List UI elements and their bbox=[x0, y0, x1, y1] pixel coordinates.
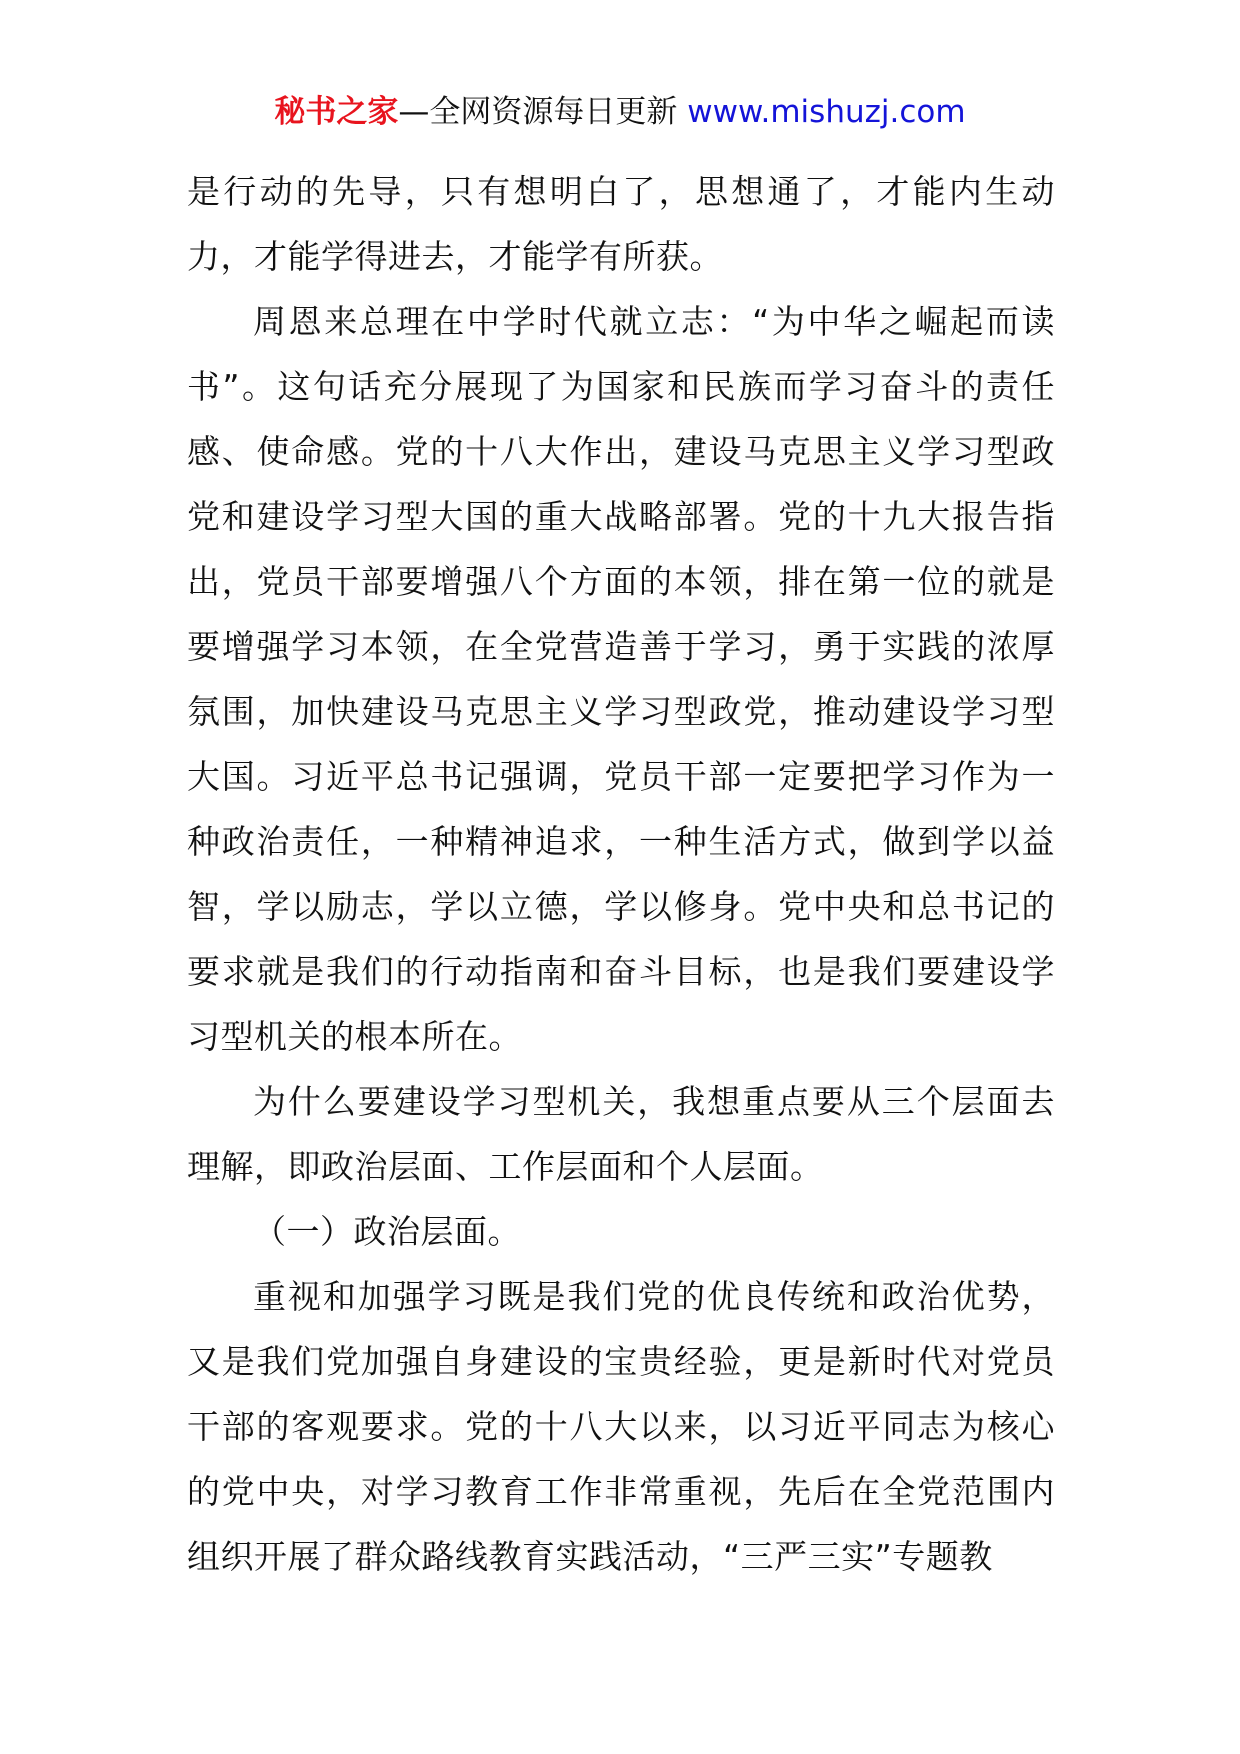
paragraph: 重视和加强学习既是我们党的优良传统和政治优势，又是我们党加强自身建设的宝贵经验，更是新时代对党员干部的客观要求。党的十八大以来，以习近平同志为核心的党中央，对学习教育工作非常重视，先后在全党范围内组织开展了群众路线教育实践活动，“三严三实”专题教 bbox=[187, 1277, 1055, 1576]
header-tagline: —全网资源每日更新 bbox=[398, 94, 678, 130]
paragraph: 为什么要建设学习型机关，我想重点要从三个层面去理解，即政治层面、工作层面和个人层面。 bbox=[187, 1082, 1055, 1186]
paragraph: 周恩来总理在中学时代就立志：“为中华之崛起而读书”。这句话充分展现了为国家和民族而学习奋斗的责任感、使命感。党的十八大作出，建设马克思主义学习型政党和建设学习型大国的重大战略部署。党的十九大报告指出，党员干部要增强八个方面的本领，排在第一位的就是要增强学习本领，在全党营造善于学习，勇于实践的浓厚氛围，加快建设马克思主义学习型政党，推动建设学习型大国。习近平总书记强调，党员干部一定要把学习作为一种政治责任，一种精神追求，一种生活方式，做到学以益智，学以励志，学以立德，学以修身。党中央和总书记的要求就是我们的行动指南和奋斗目标，也是我们要建设学习型机关的根本所在。 bbox=[187, 302, 1055, 1056]
site-header bbox=[0, 92, 1240, 132]
site-url-link[interactable]: www.mishuzj.com bbox=[687, 94, 966, 130]
paragraph-continuation: 是行动的先导，只有想明白了，思想通了，才能内生动力，才能学得进去，才能学有所获。 bbox=[187, 172, 1055, 276]
brand-name: 秘书之家 bbox=[274, 94, 399, 130]
section-heading: （一）政治层面。 bbox=[253, 1212, 521, 1251]
document-body bbox=[187, 159, 1055, 1589]
